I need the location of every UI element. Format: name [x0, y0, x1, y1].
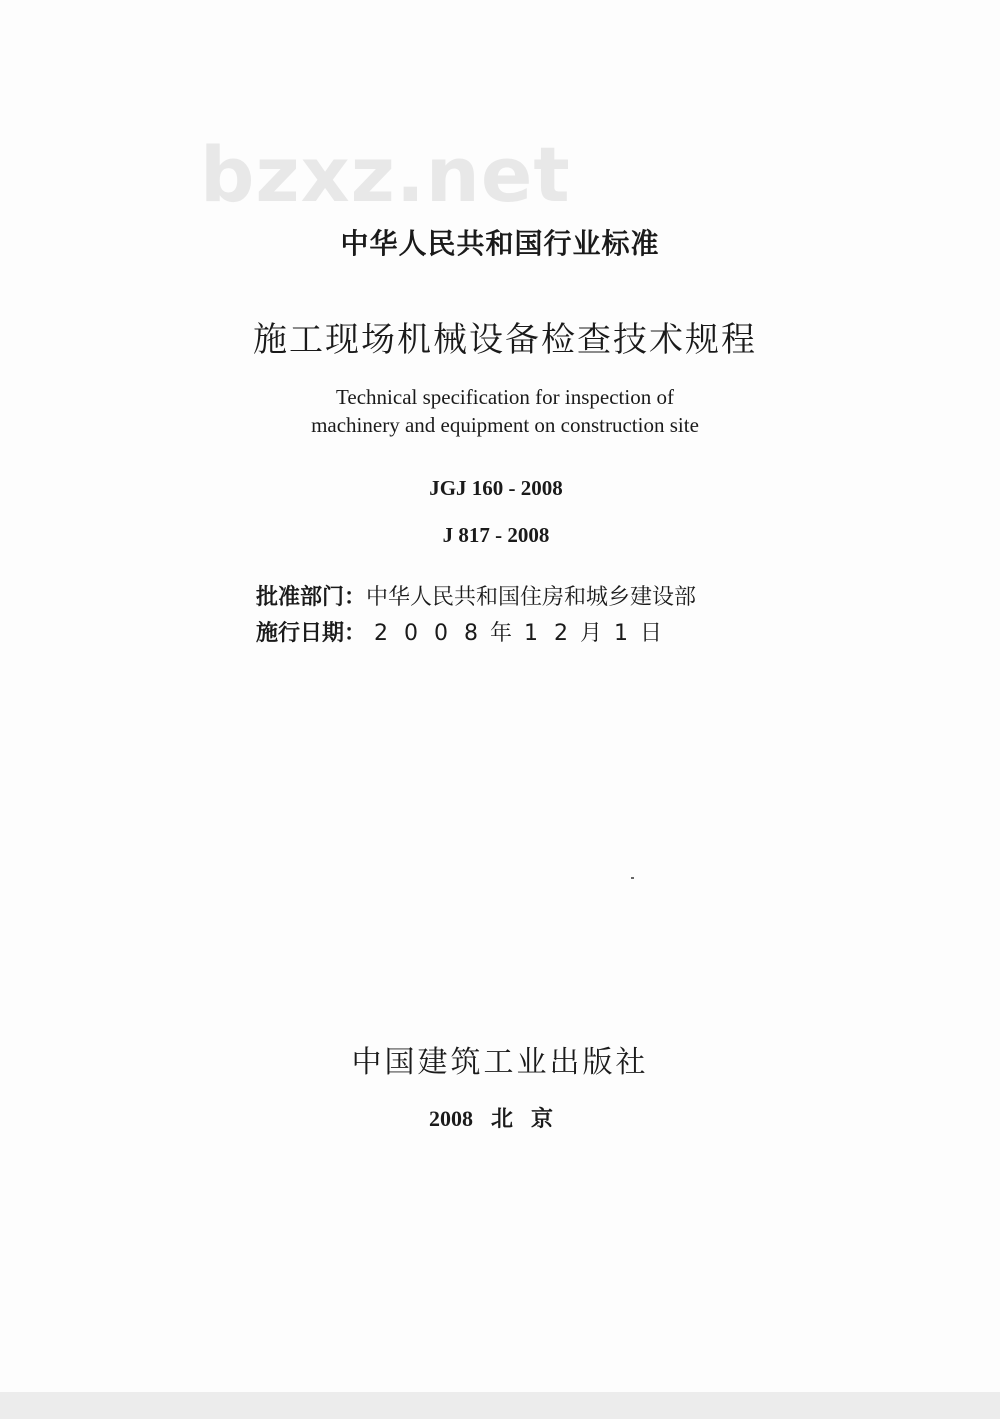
- publisher-name: 中国建筑工业出版社: [351, 1045, 649, 1080]
- document-title-english-line2: machinery and equipment on construction site: [311, 413, 699, 437]
- date-char: 月: [580, 621, 603, 646]
- standard-code-j: J 817 - 2008: [442, 523, 550, 547]
- approval-department-label: 批准部门：: [256, 585, 367, 610]
- publication-year-place: [0, 1102, 1000, 1133]
- date-char: 1: [614, 621, 629, 646]
- watermark-text: bzxz.net: [200, 130, 571, 219]
- publication-year: 2008: [428, 1106, 473, 1131]
- date-char: 2: [554, 621, 569, 646]
- effective-date-line: [256, 616, 666, 647]
- effective-date-value: [366, 621, 666, 646]
- scan-bottom-border: [0, 1392, 1000, 1419]
- scan-speck: [631, 877, 634, 879]
- date-char: 0: [404, 621, 419, 646]
- date-char: 2: [374, 621, 389, 646]
- document-title-chinese: 施工现场机械设备检查技术规程: [253, 320, 757, 360]
- approval-department-value: 中华人民共和国住房和城乡建设部: [366, 585, 697, 610]
- approval-department-line: [256, 580, 696, 611]
- standard-code-jgj: JGJ 160 - 2008: [429, 476, 563, 500]
- date-char: 0: [434, 621, 449, 646]
- document-title-english-line1: Technical specification for inspection of: [336, 385, 674, 409]
- date-char: 1: [524, 621, 539, 646]
- date-char: 8: [464, 621, 479, 646]
- industry-standard-heading: 中华人民共和国行业标准: [340, 227, 660, 260]
- publication-city: 北京: [490, 1106, 571, 1131]
- effective-date-label: 施行日期：: [256, 621, 367, 646]
- date-char: 日: [640, 621, 663, 646]
- date-char: 年: [490, 621, 513, 646]
